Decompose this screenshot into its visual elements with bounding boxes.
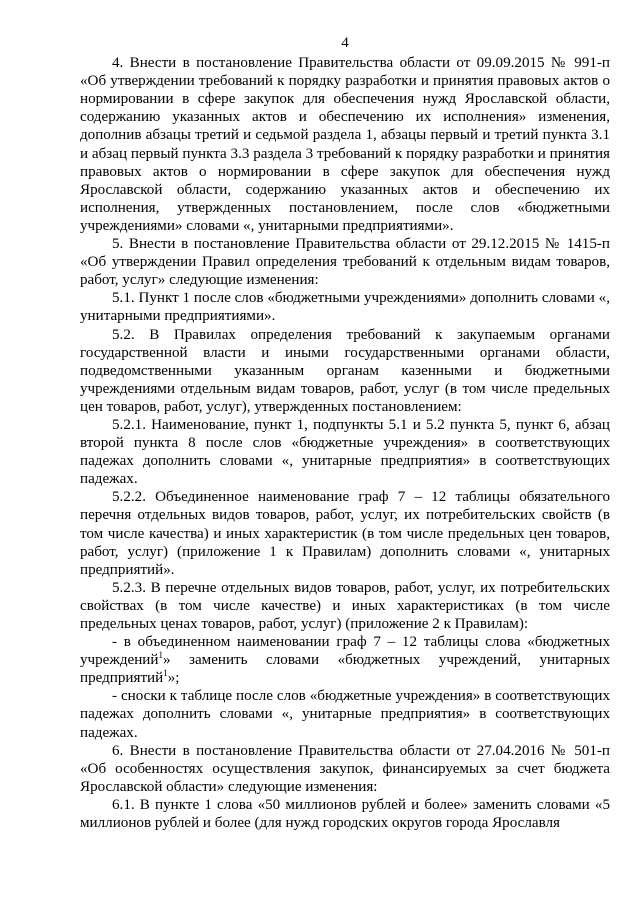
paragraph-item-6-1: 6.1. В пункте 1 слова «50 миллионов рублей и более» заменить словами «5 миллионов рублей и более (для нужд городских округов города Ярославля bbox=[80, 796, 610, 832]
page-number: 4 bbox=[341, 35, 349, 51]
paragraph-item-5: 5. Внести в постановление Правительства области от 29.12.2015 № 1415-п «Об утверждении Правил определения требований к отдельным видам товаров, работ, услуг» следующие изменения: bbox=[80, 236, 610, 289]
paragraph-item-5-2-2: 5.2.2. Объединенное наименование граф 7 – 12 таблицы обязательного перечня отдельных видов товаров, работ, услуг, их потребительских свойств (в том числе качества) и иных характеристик (в том числе предельных цен товаров, работ, услуг) (приложение 1 к Правилам) дополнить словами «, унитарных предприятий». bbox=[80, 489, 610, 578]
paragraph-item-4: 4. Внести в постановление Правительства области от 09.09.2015 № 991-п «Об утверждении требований к порядку разработки и принятия правовых актов о нормировании в сфере закупок для обеспечения нужд Ярославской области, содержанию указанных актов и обеспечению их исполнения» изменения, дополнив абзацы третий и седьмой раздела 1, абзацы первый и третий пункта 3.1 и абзац первый пункта 3.3 раздела 3 требований к порядку разработки и принятия правовых актов о нормировании в сфере закупок для обеспечения нужд Ярославской области, содержанию указанных актов и обеспечению их исполнения, утвержденных постановлением, после слов «бюджетными учреждениями» словами «, унитарными предприятиями». bbox=[80, 55, 610, 234]
paragraph-bullet-footnotes: - сноски к таблице после слов «бюджетные учреждения» в соответствующих падежах дополнить словами «, унитарные предприятия» в соответствующих падежах. bbox=[80, 688, 610, 741]
bullet-text-after: »; bbox=[167, 670, 180, 687]
bullet-text-before: - в объединенном наименовании граф 7 – 12 таблицы слова «бюджетных учреждений bbox=[80, 634, 610, 669]
footnote-marker: 1 bbox=[163, 668, 168, 679]
paragraph-item-6: 6. Внести в постановление Правительства области от 27.04.2016 № 501-п «Об особенностях осуществления закупок, финансируемых за счет бюджета Ярославской области» следующие изменения: bbox=[80, 742, 610, 795]
paragraph-item-5-2: 5.2. В Правилах определения требований к закупаемым органами государственной власти и иными государственными органами области, подведомственными указанным органам казенными и бюджетными учреждениями отдельным видам товаров, работ, услуг (в том числе предельных цен товаров, работ, услуг), утвержденных постановлением: bbox=[80, 326, 610, 415]
paragraph-bullet-column-names bbox=[80, 633, 610, 687]
paragraph-item-5-2-1: 5.2.1. Наименование, пункт 1, подпункты 5.1 и 5.2 пункта 5, пункт 6, абзац второй пункта 8 после слов «бюджетные учреждения» в соответствующих падежах дополнить словами «, унитарные предприятия» в соответствующих падежах. bbox=[80, 416, 610, 488]
footnote-marker: 1 bbox=[158, 650, 163, 661]
paragraph-item-5-2-3: 5.2.3. В перечне отдельных видов товаров, работ, услуг, их потребительских свойствах (в том числе качестве) и иных характеристиках (в том числе предельных ценах товаров, работ, услуг) (приложение 2 к Правилам): bbox=[80, 579, 610, 632]
paragraph-item-5-1: 5.1. Пункт 1 после слов «бюджетными учреждениями» дополнить словами «, унитарными предприятиями». bbox=[80, 290, 610, 325]
bullet-text-middle: » заменить словами «бюджетных учреждений, унитарных предприятий bbox=[80, 652, 610, 687]
